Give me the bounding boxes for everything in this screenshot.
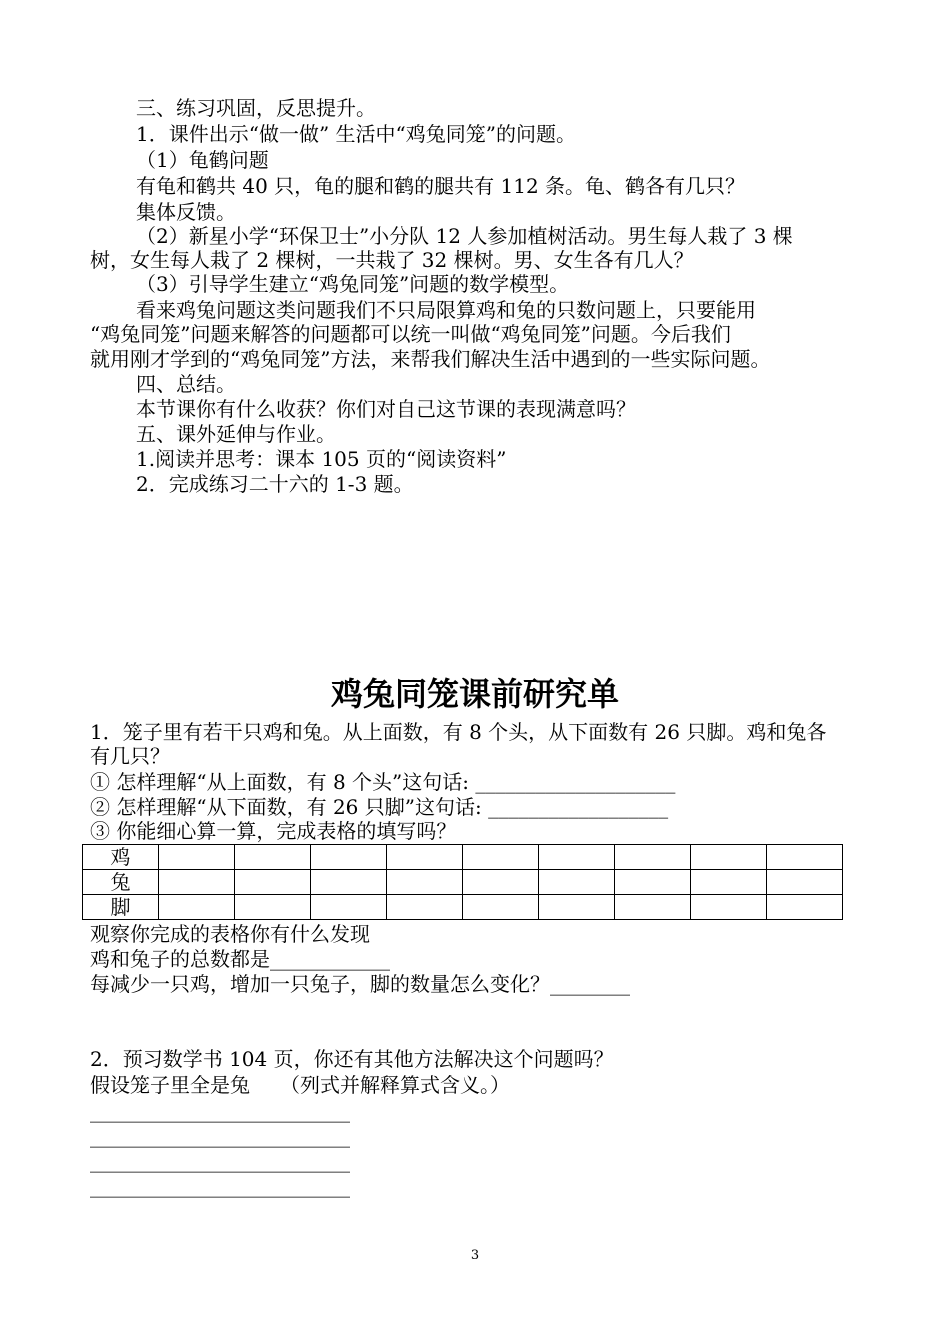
table-row [83,870,843,895]
answer-line[interactable]: __________________________ [90,1124,350,1148]
sub-question-1: ① 怎样理解“从上面数，有 8 个头”这句话: ____________________ [90,770,676,794]
blank-cell[interactable] [539,845,615,870]
blank-cell[interactable] [463,845,539,870]
heading-homework: 五、课外延伸与作业。 [136,422,336,446]
answer-line[interactable]: __________________________ [90,1149,350,1173]
sub-question-2: ② 怎样理解“从下面数，有 26 只脚”这句话: __________________ [90,795,669,819]
blank-cell[interactable] [235,870,311,895]
heading-summary: 四、总结。 [136,372,236,396]
sub-question-3: ③ 你能细心算一算，完成表格的填写吗？ [90,819,457,843]
blank-cell[interactable] [767,845,843,870]
blank-cell[interactable] [159,870,235,895]
question-2: 2．预习数学书 104 页，你还有其他方法解决这个问题吗？ [90,1047,614,1071]
blank-cell[interactable] [539,870,615,895]
text-line: 树，女生每人栽了 2 棵树，一共栽了 32 棵树。男、女生各有几人？ [90,248,694,272]
text-line: （2）新星小学“环保卫士”小分队 12 人参加植树活动。男生每人栽了 3 棵 [136,224,793,248]
blank-cell[interactable] [691,870,767,895]
text-line: （3）引导学生建立“鸡兔同笼”问题的数学模型。 [136,272,570,296]
table-row [83,845,843,870]
blank-cell[interactable] [691,895,767,920]
text-line: （1）龟鹤问题 [136,148,269,172]
fill-blank-total: 鸡和兔子的总数都是____________ [90,947,390,971]
text-line: “鸡兔同笼”问题来解答的问题都可以统一叫做“鸡兔同笼”问题。今后我们 [90,322,731,346]
blank-cell[interactable] [463,870,539,895]
text-line: 1．课件出示“做一做” 生活中“鸡兔同笼”的问题。 [136,122,576,146]
observation-line: 观察你完成的表格你有什么发现 [90,922,370,946]
blank-cell[interactable] [615,845,691,870]
blank-cell[interactable] [387,895,463,920]
question-1: 1．笼子里有若干只鸡和兔。从上面数，有 8 个头，从下面数有 26 只脚。鸡和兔各 [90,720,827,744]
heading-practice: 三、练习巩固，反思提升。 [136,96,376,120]
fill-in-table [82,844,843,920]
blank-cell[interactable] [387,845,463,870]
blank-cell[interactable] [463,895,539,920]
question-1-cont: 有几只？ [90,744,170,768]
answer-line[interactable]: __________________________ [90,1099,350,1123]
blank-cell[interactable] [387,870,463,895]
blank-cell[interactable] [311,845,387,870]
text-line: 2．完成练习二十六的 1-3 题。 [136,472,414,496]
blank-cell[interactable] [615,895,691,920]
text-line: 就用刚才学到的“鸡兔同笼”方法，来帮我们解决生活中遇到的一些实际问题。 [90,347,771,371]
blank-cell[interactable] [691,845,767,870]
blank-cell[interactable] [615,870,691,895]
blank-cell[interactable] [235,845,311,870]
answer-line[interactable]: __________________________ [90,1174,350,1198]
text-line: 看来鸡兔问题这类问题我们不只局限算鸡和兔的只数问题上，只要能用 [136,298,756,322]
blank-cell[interactable] [235,895,311,920]
blank-cell[interactable] [159,845,235,870]
blank-cell[interactable] [539,895,615,920]
row-label-rabbit: 兔 [83,870,159,895]
page-title: 鸡兔同笼课前研究单 [330,675,619,713]
blank-cell[interactable] [311,895,387,920]
text-line: 本节课你有什么收获？你们对自己这节课的表现满意吗？ [136,397,636,421]
row-label-chicken: 鸡 [83,845,159,870]
text-line: 有龟和鹤共 40 只，龟的腿和鹤的腿共有 112 条。龟、鹤各有几只？ [136,174,746,198]
text-line: 集体反馈。 [136,200,236,224]
row-label-feet: 脚 [83,895,159,920]
text-line: 1.阅读并思考：课本 105 页的“阅读资料” [136,447,507,471]
blank-cell[interactable] [159,895,235,920]
assume-all-rabbits: 假设笼子里全是兔 （列式并解释算式含义。） [90,1073,510,1097]
table-row [83,895,843,920]
fill-blank-feet-change: 每减少一只鸡，增加一只兔子，脚的数量怎么变化？________ [90,972,630,996]
blank-cell[interactable] [767,895,843,920]
page-number: 3 [470,1248,480,1263]
blank-cell[interactable] [767,870,843,895]
blank-cell[interactable] [311,870,387,895]
